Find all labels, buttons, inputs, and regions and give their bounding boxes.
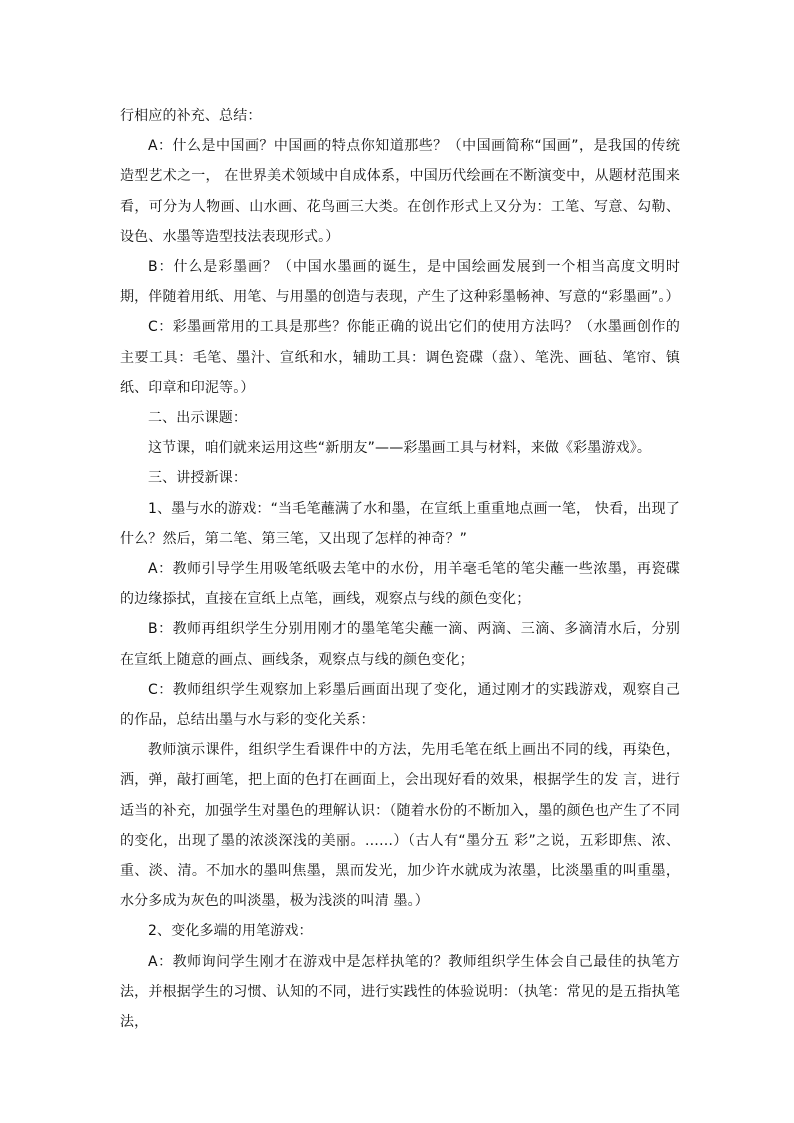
paragraph-brush-holding: A：教师询问学生刚才在游戏中是怎样执笔的？教师组织学生体会自己最佳的执笔方法，并根据学生的习惯、认知的不同，进行实践性的体验说明：（执笔：常见的是五指执笔法， bbox=[120, 953, 680, 1031]
paragraph-teacher-demo: 教师演示课件，组织学生看课件中的方法，先用毛笔在纸上画出不同的线，再染色，洒，弹，敲打画笔，把上面的色打在画面上，会出现好看的效果，根据学生的发 言，进行适当的补充，加强学生对墨色的理解认识：（随着水份的不断加入，墨的颜色也产生了不同的变化，出现了墨的浓淡深浅的美丽。……）（古人有“墨分五 彩”之说，五彩即焦、浓、重、淡、清。不加水的墨叫焦墨，黑而发光，加少许水就成为浓墨，比淡墨重的叫重墨，水分多成为灰色的叫淡墨，极为浅淡的叫清 墨。） bbox=[120, 742, 680, 910]
section-heading-show-topic: 二、出示课题： bbox=[148, 410, 248, 427]
paragraph-question-c-tools: C：彩墨画常用的工具是那些？你能正确的说出它们的使用方法吗？（水墨画创作的主要工具：毛笔、墨汁、宣纸和水，辅助工具：调色瓷碟（盘）、笔洗、画毡、笔帘、镇纸、印章和印泥等。） bbox=[120, 319, 680, 396]
paragraph-step-b: B：教师再组织学生分别用刚才的墨笔笔尖蘸一滴、两滴、三滴、多滴清水后，分别在宣纸上随意的画点、画线条，观察点与线的颜色变化； bbox=[120, 621, 680, 668]
section-heading-brush-game: 2、变化多端的用笔游戏： bbox=[148, 923, 313, 940]
paragraph-summary-intro: 行相应的补充、总结： bbox=[120, 108, 262, 124]
paragraph-question-a-chinese-painting: A：什么是中国画？中国画的特点你知道那些？（中国画简称“国画”，是我国的传统造型艺术之一， 在世界美术领域中自成体系，中国历代绘画在不断演变中，从题材范围来看，可分为人物画、山水画、花鸟画三大类。在创作形式上又分为：工笔、写意、勾勒、设色、水墨等造型技法表现形式。） bbox=[120, 138, 680, 245]
paragraph-topic: 这节课，咱们就来运用这些“新朋友”——彩墨画工具与材料，来做《彩墨游戏》。 bbox=[148, 440, 652, 457]
paragraph-step-a: A：教师引导学生用吸笔纸吸去笔中的水份，用羊毫毛笔的笔尖蘸一些浓墨，再瓷碟的边缘掭拭，直接在宣纸上点笔，画线，观察点与线的颜色变化； bbox=[120, 561, 680, 608]
paragraph-ink-water-game: 1、墨与水的游戏：“当毛笔蘸满了水和墨，在宣纸上重重地点画一笔， 快看，出现了什么？然后，第二笔、第三笔，又出现了怎样的神奇？” bbox=[120, 500, 680, 547]
paragraph-step-c: C：教师组织学生观察加上彩墨后画面出现了变化，通过刚才的实践游戏，观察自己的作品，总结出墨与水与彩的变化关系： bbox=[120, 681, 680, 729]
document-page bbox=[120, 101, 680, 1037]
section-heading-new-lesson: 三、讲授新课： bbox=[148, 470, 248, 487]
paragraph-question-b-ink-painting: B：什么是彩墨画？（中国水墨画的诞生，是中国绘画发展到一个相当高度文明时期，伴随着用纸、用笔、与用墨的创造与表现，产生了这种彩墨畅神、写意的“彩墨画”。） bbox=[120, 259, 680, 306]
